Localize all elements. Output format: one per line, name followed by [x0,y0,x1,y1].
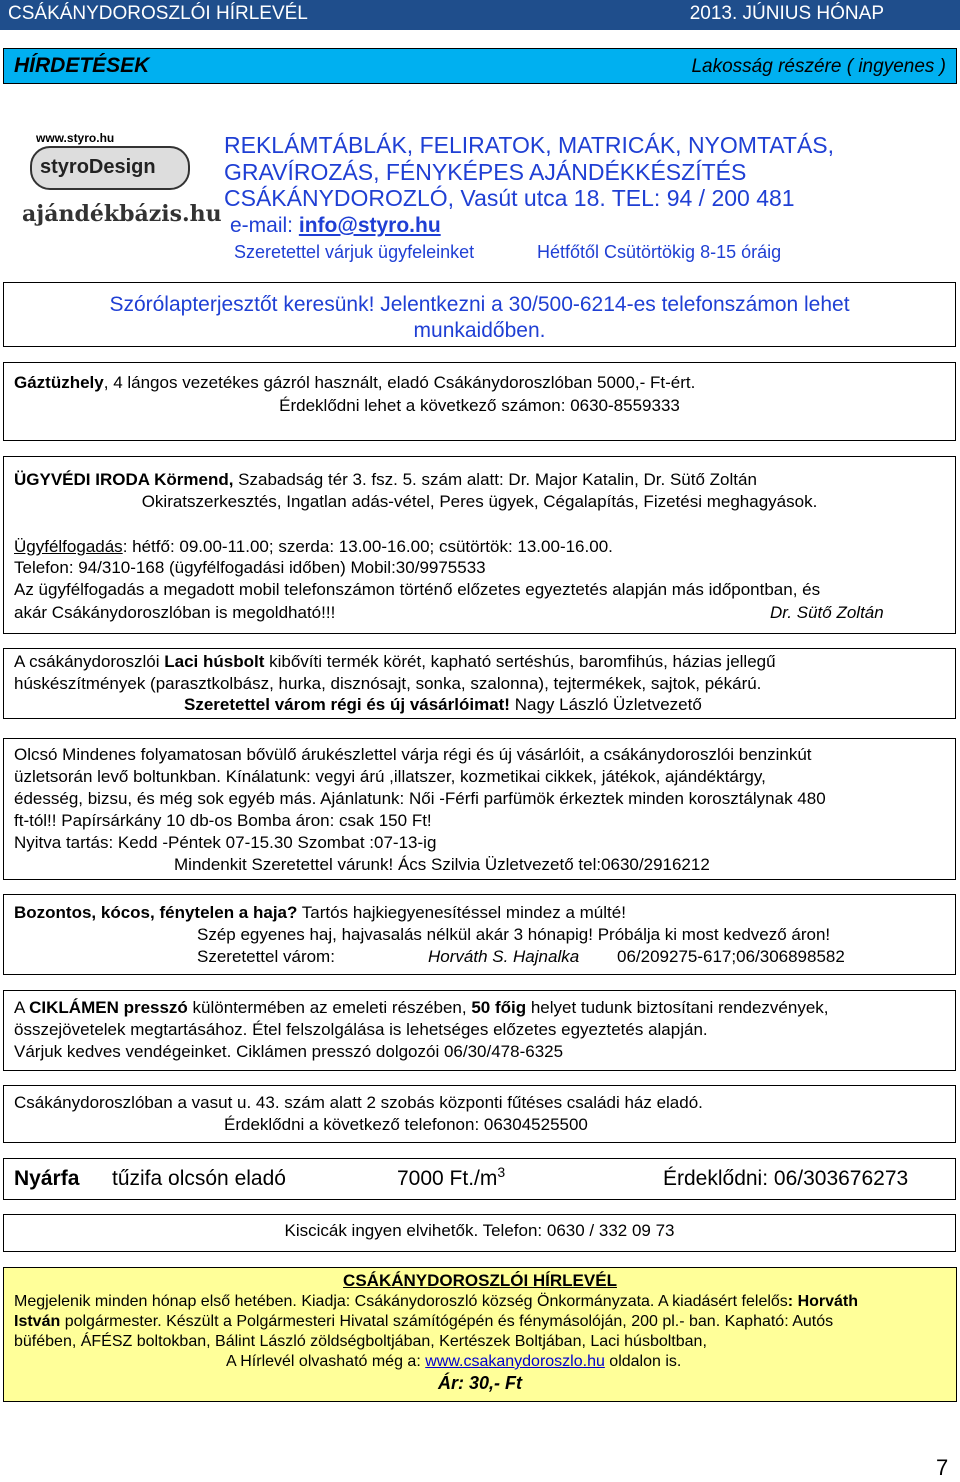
law-services: Okiratszerkesztés, Ingatlan adás-vétel, Peres ügyek, Cégalapítás, Fizetési meghagyások. [141,492,818,511]
styro-address: CSÁKÁNYDOROZLÓ, Vasút utca 18. TEL: 94 / 200 481 [224,185,795,211]
styro-email-label: e-mail: [230,214,299,237]
publication-info [3,1267,957,1402]
header-bar [0,0,960,30]
logo-url: www.styro.hu [36,131,115,145]
ad-law-office [3,456,956,634]
cafe-line-1: A CIKLÁMEN presszó különtermében az emeleti részében, 50 főig helyet tudunk biztosítani rendezvények, [14,998,829,1017]
law-hours: Ügyfélfogadás: hétfő: 09.00-11.00; szerda: 13.00-16.00; csütörtök: 13.00-16.00. [14,537,613,556]
ad-house-sale [3,1085,956,1143]
kittens-text: Kiscicák ingyen elvihetők. Telefon: 0630 / 332 09 73 [284,1221,675,1240]
logo-brand: styroDesign [40,156,156,178]
law-note-1: Az ügyfélfogadás a megadott mobil telefonszámon történő előzetes egyeztetés alapján más időpontban, és [14,580,821,599]
law-signature: Dr. Sütő Zoltán [770,603,884,622]
wood-price: 7000 $Ft./m^3$ [397,1164,506,1190]
wood-type: Nyárfa [14,1167,80,1190]
house-line-1: Csákánydoroszlóban a vasut u. 43. szám alatt 2 szobás központi fűtéses családi ház eladó. [14,1093,703,1112]
shop-line-4: ft-tól!! Papírsárkány 10 db-os Bomba áron: csak 150 Ft! [14,811,432,830]
banner-title: HÍRDETÉSEK [14,54,150,77]
butcher-line-3: Szeretettel várom régi és új vásárlóimat! Nagy László Üzletvezető [184,695,702,714]
shop-contact: Mindenkit Szeretettel várunk! Ács Szilvia Üzletvezető tel:0630/2916212 [174,855,710,874]
page-number: 7 [936,1455,949,1480]
law-office-name: ÜGYVÉDI IRODA Körmend, [14,470,234,489]
logo-badge [30,146,190,190]
gas-line-1: Gáztüzhely, 4 lángos vezetékes gázról használt, eladó Csákánydoroszlóban 5000,- Ft-ért. [14,373,696,392]
wood-contact: Érdeklődni: 06/303676273 [663,1167,909,1190]
house-line-2: Érdeklődni a következő telefonon: 06304525500 [224,1115,588,1134]
publication-line-4: A Hírlevél olvasható még a: www.csakanydoroszlo.hu oldalon is. [226,1353,682,1370]
ad-butcher [3,648,956,719]
gas-item: Gáztüzhely [14,373,104,392]
newsletter-name: CSÁKÁNYDOROSZLÓI HÍRLEVÉL [8,3,308,24]
ad-kittens [3,1214,956,1252]
styro-welcome: Szeretettel várjuk ügyfeleinket [234,242,475,262]
publication-line-1: Megjelenik minden hónap első hetében. Kiadja: Csákánydoroszló község Önkormányzata. A kiadásért felelős: Horváth [14,1293,859,1310]
styro-email-row [230,214,441,238]
styro-hours: Hétfőtől Csütörtökig 8-15 óráig [537,242,782,262]
publication-line-3: büfében, ÁFÉSZ boltokban, Bálint László zöldségboltjában, Kertészek Boltjában, Laci húsboltban, [14,1333,707,1350]
distributor-line-1: Szórólapterjesztőt keresünk! Jelentkezni a 30/500-6214-es telefonszámon lehet [109,293,850,316]
butcher-line-1: A csákánydoroszlói Laci húsbolt kibővíti termék körét, kapható sertéshús, baromfihús, házias jellegű [14,652,776,671]
publication-price: Ár: 30,- Ft [437,1373,522,1393]
website-link[interactable]: www.csakanydoroszlo.hu [425,1353,605,1370]
butcher-line-2: húskészítmények (parasztkolbász, hurka, disznósajt, sonka, szalonna), tejtermékek, sajtok, pékárú. [14,674,762,693]
banner-subtitle: Lakosság részére ( ingyenes ) [691,56,946,77]
hair-welcome: Szeretettel várom: [197,947,335,966]
shop-line-1: Olcsó Mindenes folyamatosan bővülő árukészlettel várja régi és új vásárlóit, a csákánydoroszlói benzinkút [14,745,812,764]
law-phone: Telefon: 94/310-168 (ügyfélfogadási időben) Mobil:30/9975533 [14,558,486,577]
hair-phone: 06/209275-617;06/306898582 [617,947,845,966]
cafe-line-2: összejövetelek megtartásához. Étel felszolgálása is lehetséges előzetes egyeztetés alapján. [14,1020,708,1039]
ad-firewood [3,1158,956,1200]
hair-line-2: Szép egyenes haj, hajvasalás nélkül akár 3 hónapig! Próbálja ki most kedvező áron! [197,925,831,944]
gas-line-2: Érdeklődni lehet a következő számon: 0630-8559333 [279,396,680,415]
logo-gift-site: ajándékbázis.hu [22,201,222,227]
law-note-2: akár Csákánydoroszlóban is megoldható!!! [14,603,336,622]
hair-line-1: Bozontos, kócos, fénytelen a haja? Tartós hajkiegyenesítéssel mindez a múlté! [14,903,626,922]
hair-stylist: Horváth S. Hajnalka [428,947,580,966]
shop-line-2: üzletsorán levő boltunkban. Kínálatunk: vegyi árú ,illatszer, kozmetikai cikkek, játékok, ajándéktárgy, [14,767,766,786]
cafe-line-3: Várjuk kedves vendégeinket. Ciklámen presszó dolgozói 06/30/478-6325 [14,1042,564,1061]
distributor-line-2: munkaidőben. [413,319,546,342]
ad-cafe [3,990,956,1071]
ad-hairdresser [3,894,956,975]
shop-line-3: édesség, bizsu, és még sok egyéb más. Ajánlatunk: Női -Férfi parfümök érkeztek minden korosztálynak 480 [14,789,826,808]
styro-services-2: GRAVÍROZÁS, FÉNYKÉPES AJÁNDÉKKÉSZÍTÉS [224,159,747,185]
shop-hours: Nyitva tartás: Kedd -Péntek 07-15.30 Szombat :07-13-ig [14,833,437,852]
cafe-name: CIKLÁMEN presszó [29,998,188,1017]
styro-email-link[interactable]: info@styro.hu [298,214,441,237]
wood-desc: tűzifa olcsón eladó [112,1167,286,1190]
ads-banner [3,48,957,84]
publication-title: CSÁKÁNYDOROSZLÓI HÍRLEVÉL [343,1271,617,1290]
ad-distributor [3,282,956,347]
law-line-1: ÜGYVÉDI IRODA Körmend, Szabadság tér 3. fsz. 5. szám alatt: Dr. Major Katalin, Dr. Sütő Zoltán [14,470,757,489]
styro-logo [22,118,222,243]
styro-services-1: REKLÁMTÁBLÁK, FELIRATOK, MATRICÁK, NYOMTATÁS, [224,132,835,158]
law-hours-label: Ügyfélfogadás [14,537,123,556]
publication-line-2: István polgármester. Készült a Polgármesteri Hivatal számítógépén és fénymásolóján, 200 pl.- ban. Kapható: Autós [14,1313,834,1330]
ad-gas-stove [3,362,956,441]
issue-date: 2013. JÚNIUS HÓNAP [689,3,884,24]
butcher-shop-name: Laci húsbolt [164,652,265,671]
ad-discount-shop [3,738,956,880]
